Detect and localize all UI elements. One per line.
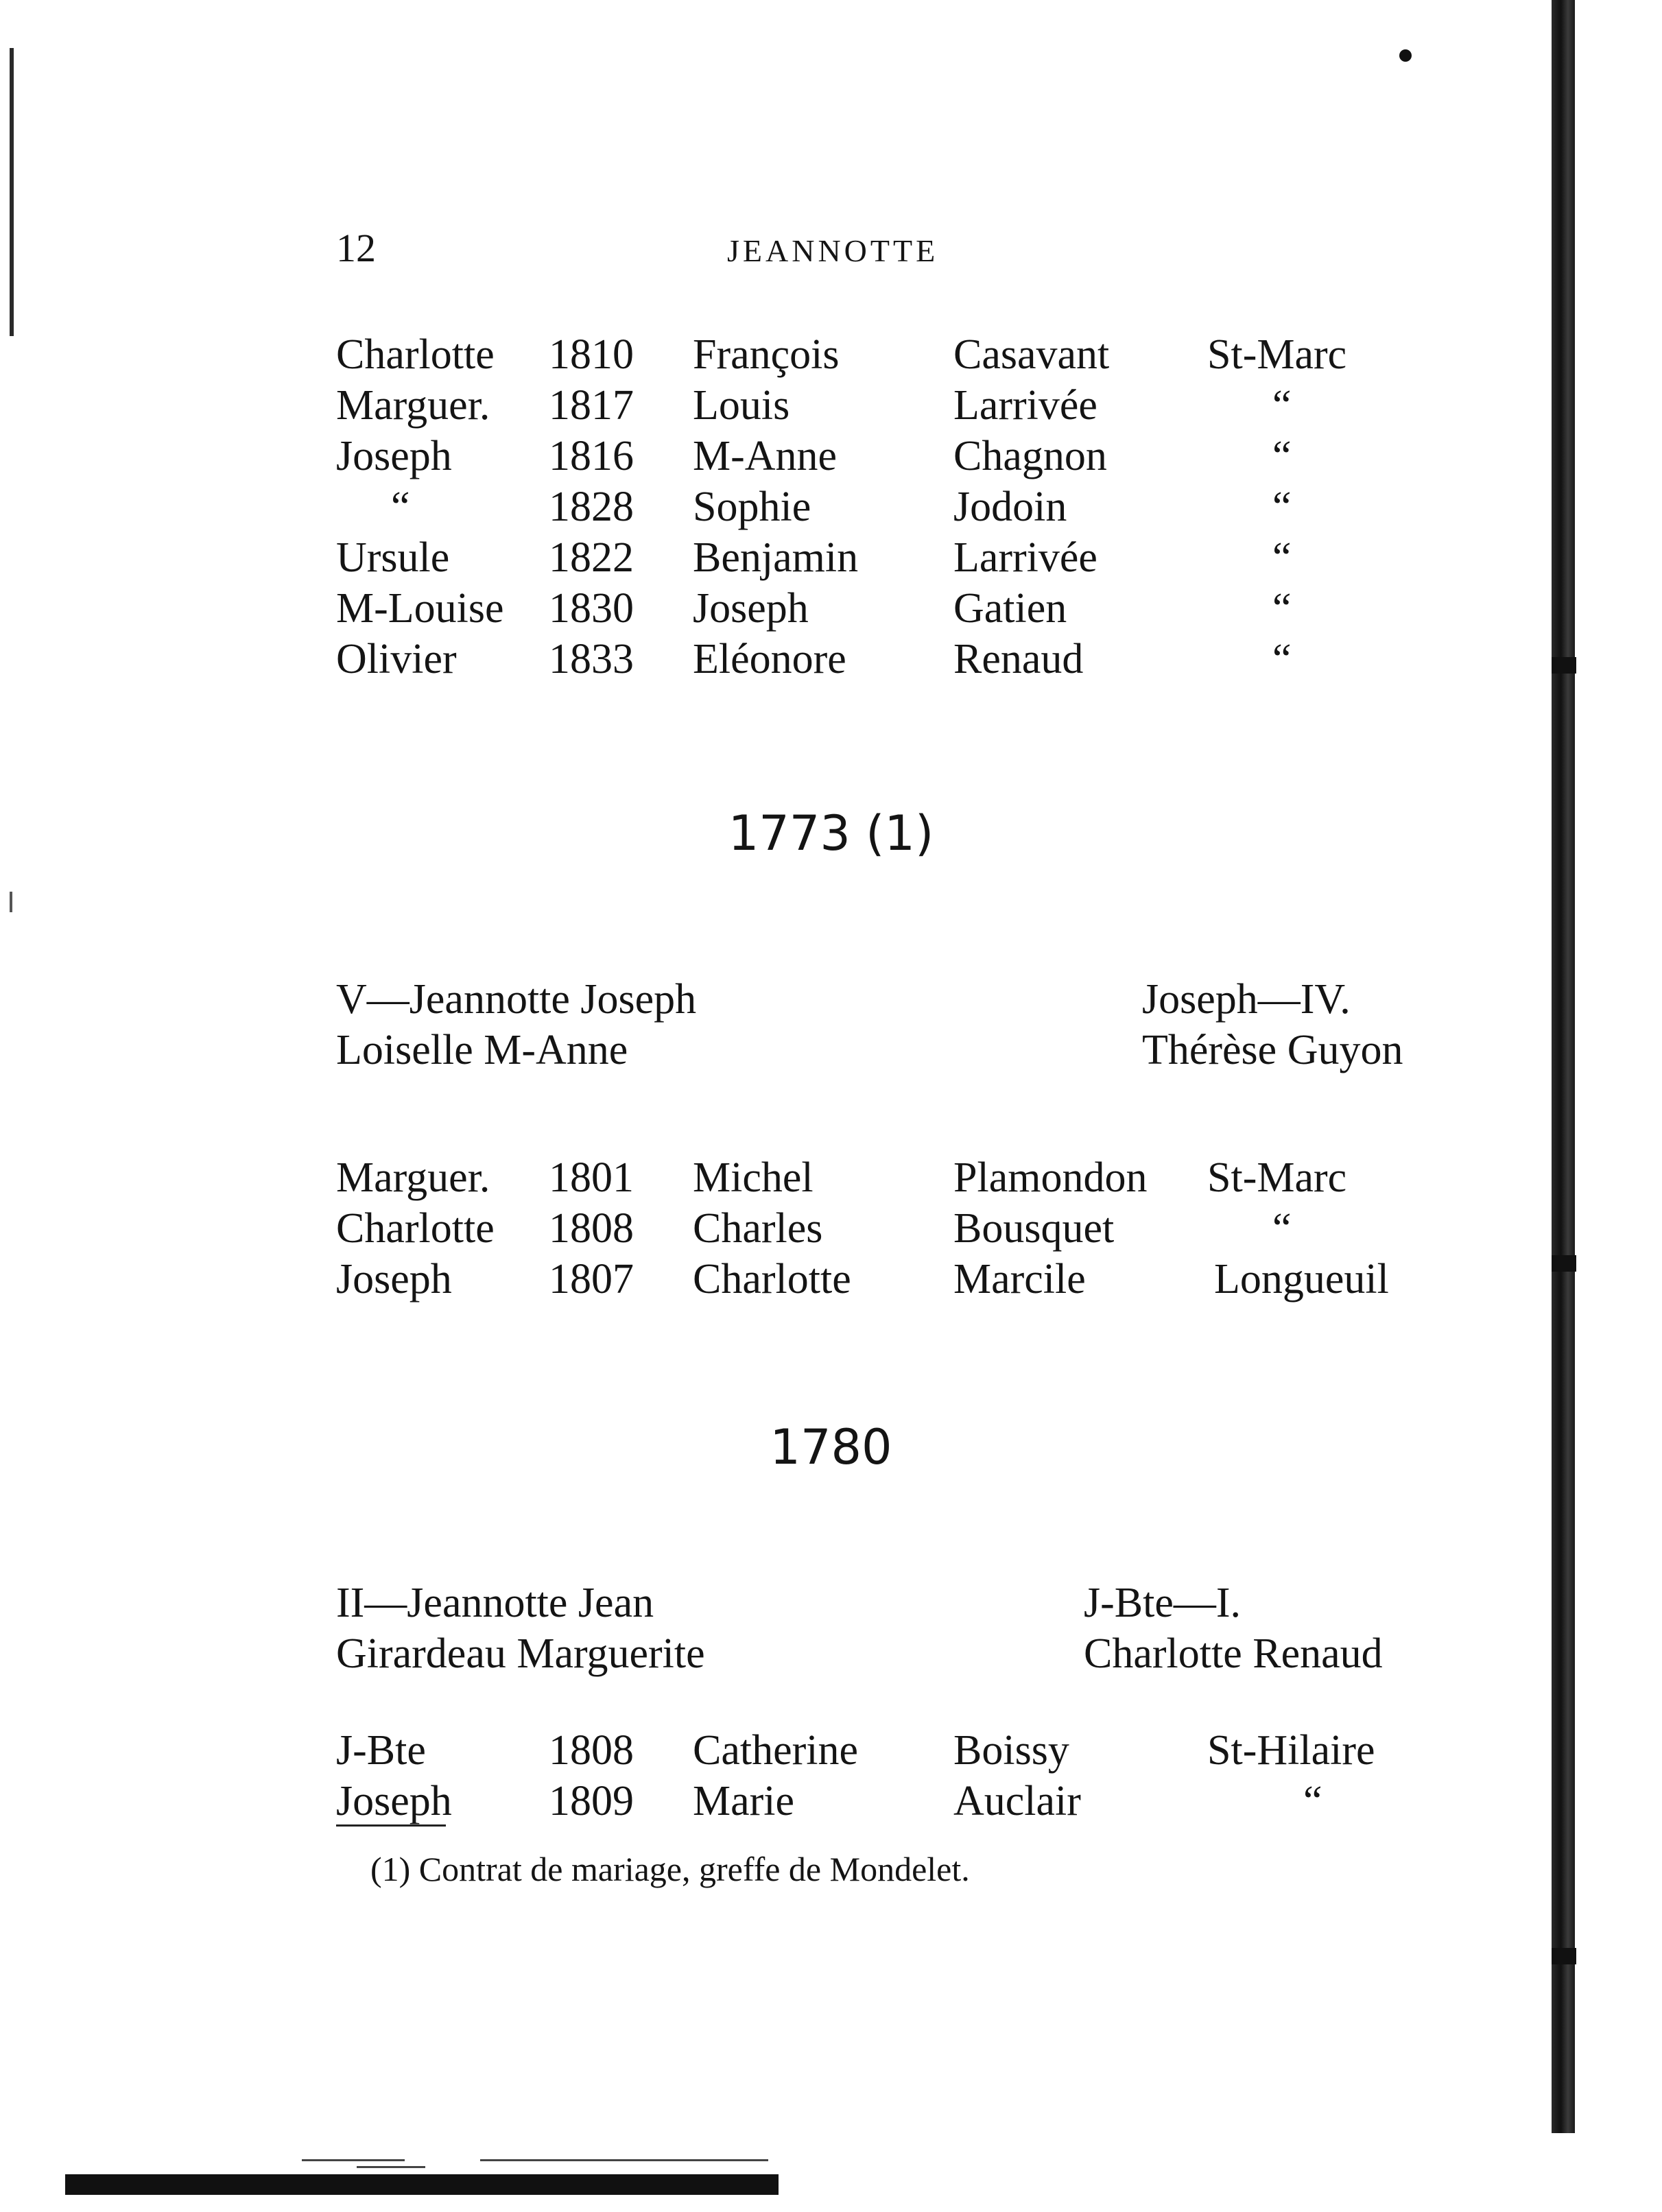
spouse-first-name: Charlotte bbox=[693, 1255, 851, 1303]
spouse-last-name: Bousquet bbox=[953, 1204, 1115, 1252]
spouse-first-name: Catherine bbox=[693, 1726, 859, 1774]
child-name: Joseph bbox=[336, 432, 452, 479]
spouse-first-name: Eléonore bbox=[693, 635, 846, 682]
scan-dash bbox=[302, 2159, 405, 2161]
spine-mark bbox=[1552, 1255, 1576, 1272]
groom-name: II—Jeannotte Jean bbox=[336, 1580, 654, 1626]
spouse-first-name: Charles bbox=[693, 1204, 823, 1252]
spouse-first-name: Sophie bbox=[693, 483, 811, 530]
marriage-place: “ bbox=[1272, 432, 1292, 479]
scan-edge-mark bbox=[10, 48, 14, 336]
bride-name: Girardeau Marguerite bbox=[336, 1630, 705, 1677]
spouse-last-name: Jodoin bbox=[953, 483, 1067, 530]
child-name: “ bbox=[391, 483, 410, 530]
scan-edge-mark bbox=[10, 892, 12, 912]
groom-parents: Joseph—IV. bbox=[1142, 976, 1351, 1023]
marriage-place: “ bbox=[1272, 381, 1292, 429]
spouse-last-name: Boissy bbox=[953, 1726, 1069, 1774]
child-name: M-Louise bbox=[336, 584, 504, 632]
child-name: Marguer. bbox=[336, 1154, 490, 1201]
table-row bbox=[336, 380, 1468, 431]
table-row bbox=[336, 634, 1468, 685]
child-name: Joseph bbox=[336, 1255, 452, 1303]
children-list bbox=[336, 1152, 1468, 1305]
spouse-last-name: Larrivée bbox=[953, 534, 1097, 581]
spouse-last-name: Marcile bbox=[953, 1255, 1086, 1303]
marriage-place: St-Marc bbox=[1207, 331, 1347, 378]
marriage-year: 1801 bbox=[549, 1154, 634, 1201]
marriage-place: St-Marc bbox=[1207, 1154, 1347, 1201]
marriage-place: “ bbox=[1272, 1204, 1292, 1252]
page-number: 12 bbox=[336, 226, 376, 270]
couple-entry bbox=[336, 974, 1461, 1075]
spouse-first-name: Joseph bbox=[693, 584, 809, 632]
marriage-place: St-Hilaire bbox=[1207, 1726, 1375, 1774]
scan-speck bbox=[1399, 49, 1412, 62]
footnote-rule bbox=[336, 1824, 446, 1827]
table-row bbox=[336, 481, 1468, 532]
scan-dash bbox=[480, 2159, 768, 2161]
child-name: Ursule bbox=[336, 534, 450, 581]
child-name: J-Bte bbox=[336, 1726, 426, 1774]
marriage-place: Longueuil bbox=[1214, 1255, 1389, 1303]
marriage-year: 1816 bbox=[549, 432, 634, 479]
table-row bbox=[336, 1725, 1468, 1776]
children-list-continued bbox=[336, 329, 1468, 685]
running-title: JEANNOTTE bbox=[727, 233, 939, 268]
page-header bbox=[0, 221, 1662, 276]
marriage-year: 1833 bbox=[549, 635, 634, 682]
marriage-place: “ bbox=[1272, 635, 1292, 682]
spouse-last-name: Chagnon bbox=[953, 432, 1107, 479]
marriage-place: “ bbox=[1272, 534, 1292, 581]
table-row bbox=[336, 1203, 1468, 1254]
spouse-first-name: Michel bbox=[693, 1154, 814, 1201]
book-spine-shadow bbox=[1552, 0, 1575, 2133]
child-name: Charlotte bbox=[336, 1204, 495, 1252]
table-row bbox=[336, 329, 1468, 380]
section-year-heading: 1780 bbox=[770, 1419, 892, 1475]
marriage-year: 1810 bbox=[549, 331, 634, 378]
spouse-first-name: Benjamin bbox=[693, 534, 859, 581]
bride-parents: Charlotte Renaud bbox=[1084, 1630, 1383, 1677]
groom-parents: J-Bte—I. bbox=[1084, 1580, 1242, 1626]
marriage-year: 1817 bbox=[549, 381, 634, 429]
spouse-last-name: Auclair bbox=[953, 1777, 1081, 1824]
table-row bbox=[336, 532, 1468, 583]
spouse-last-name: Gatien bbox=[953, 584, 1067, 632]
spouse-last-name: Plamondon bbox=[953, 1154, 1148, 1201]
couple-entry bbox=[336, 1578, 1461, 1679]
marriage-year: 1807 bbox=[549, 1255, 634, 1303]
marriage-year: 1830 bbox=[549, 584, 634, 632]
footnote: (1) Contrat de mariage, greffe de Mondelet. bbox=[370, 1850, 970, 1888]
table-row bbox=[336, 1152, 1468, 1203]
spine-mark bbox=[1552, 657, 1576, 674]
marriage-place: “ bbox=[1272, 483, 1292, 530]
spouse-first-name: François bbox=[693, 331, 840, 378]
child-name: Charlotte bbox=[336, 331, 495, 378]
marriage-place: “ bbox=[1303, 1777, 1322, 1824]
bride-parents: Thérèse Guyon bbox=[1142, 1027, 1403, 1073]
spouse-first-name: Louis bbox=[693, 381, 790, 429]
marriage-place: “ bbox=[1272, 584, 1292, 632]
spouse-last-name: Larrivée bbox=[953, 381, 1097, 429]
marriage-year: 1808 bbox=[549, 1726, 634, 1774]
spine-mark bbox=[1552, 1948, 1576, 1964]
marriage-year: 1808 bbox=[549, 1204, 634, 1252]
spouse-last-name: Casavant bbox=[953, 331, 1110, 378]
spouse-last-name: Renaud bbox=[953, 635, 1084, 682]
child-name: Joseph bbox=[336, 1777, 452, 1824]
bride-name: Loiselle M-Anne bbox=[336, 1027, 628, 1073]
groom-name: V—Jeannotte Joseph bbox=[336, 976, 697, 1023]
table-row bbox=[336, 583, 1468, 634]
spouse-first-name: Marie bbox=[693, 1777, 795, 1824]
spouse-first-name: M-Anne bbox=[693, 432, 838, 479]
children-list bbox=[336, 1725, 1468, 1827]
marriage-year: 1822 bbox=[549, 534, 634, 581]
scan-dash bbox=[357, 2166, 425, 2168]
section-year-heading: 1773 (1) bbox=[728, 805, 934, 861]
marriage-year: 1809 bbox=[549, 1777, 634, 1824]
table-row bbox=[336, 431, 1468, 481]
child-name: Olivier bbox=[336, 635, 457, 682]
table-row bbox=[336, 1776, 1468, 1827]
table-row bbox=[336, 1254, 1468, 1305]
child-name: Marguer. bbox=[336, 381, 490, 429]
scan-bottom-bar bbox=[65, 2174, 779, 2195]
marriage-year: 1828 bbox=[549, 483, 634, 530]
